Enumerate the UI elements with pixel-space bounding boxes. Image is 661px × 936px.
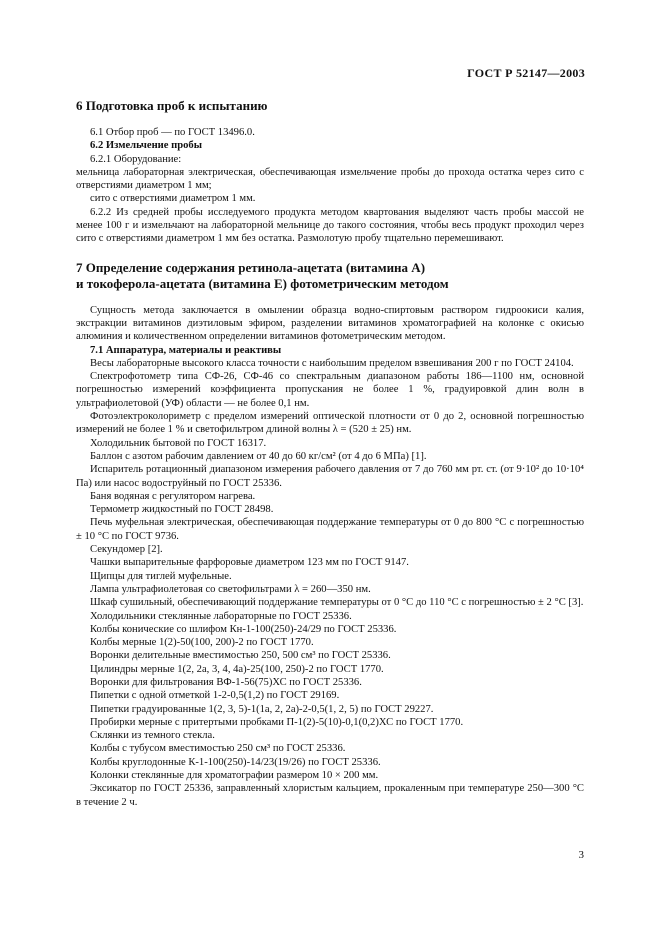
list-item: Склянки из темного стекла. bbox=[90, 730, 215, 742]
list-item: Колбы круглодонные К-1-100(250)-14/23(19/26) по ГОСТ 25336. bbox=[90, 756, 381, 768]
list-item: Щипцы для тиглей муфельные. bbox=[90, 570, 232, 582]
paragraph-mill: мельница лабораторная электрическая, обеспечивающая измельчение пробы до прохода остатка через сито с отверстиями диаметром 1 мм; bbox=[76, 166, 584, 192]
list-item: Спектрофотометр типа СФ-26, СФ-46 со спектральным диапазоном работы 186—1100 нм, основной погрешностью измерений коэффициента пропускания не более 1 %, градуировкой длин волн в ультрафиолетовой (УФ) области — не более 0,1 нм. bbox=[76, 371, 584, 409]
list-item: Баллон с азотом рабочим давлением от 40 до 60 кг/см² (от 4 до 6 МПа) [1]. bbox=[90, 450, 427, 462]
list-item: Воронки делительные вместимостью 250, 500 см³ по ГОСТ 25336. bbox=[90, 650, 391, 662]
list-item: Фотоэлектроколориметр с пределом измерений оптической плотности от 0 до 2, основной погрешностью измерений не более 1 % и светофильтром длиной волны λ = (520 ± 25) нм. bbox=[76, 411, 584, 436]
section-7-title-line1: 7 Определение содержания ретинола-ацетата (витамина А) bbox=[76, 259, 426, 275]
section-7-title bbox=[76, 260, 584, 292]
list-item: Секундомер [2]. bbox=[90, 544, 163, 556]
list-item: Пипетки с одной отметкой 1-2-0,5(1,2) по ГОСТ 29169. bbox=[90, 690, 340, 702]
list-item: Холодильник бытовой по ГОСТ 16317. bbox=[90, 437, 267, 449]
standard-header: ГОСТ Р 52147—2003 bbox=[467, 66, 585, 80]
list-item: Чашки выпарительные фарфоровые диаметром 123 мм по ГОСТ 9147. bbox=[90, 557, 409, 569]
list-item: Воронки для фильтрования ВФ-1-56(75)ХС по ГОСТ 25336. bbox=[90, 676, 362, 688]
list-item: Весы лабораторные высокого класса точности с наибольшим пределом взвешивания 200 г по ГОСТ 24104. bbox=[90, 357, 574, 369]
paragraph-6-2-1: 6.2.1 Оборудование: bbox=[90, 153, 182, 165]
section-6-title: 6 Подготовка проб к испытанию bbox=[76, 98, 268, 113]
page-number: 3 bbox=[578, 849, 584, 861]
list-item: Шкаф сушильный, обеспечивающий поддержание температуры от 0 °С до 110 °С с погрешностью ± 2 °С [3]. bbox=[90, 597, 584, 609]
list-item: Колбы мерные 1(2)-50(100, 200)-2 по ГОСТ 1770. bbox=[90, 637, 314, 649]
list-item: Эксикатор по ГОСТ 25336, заправленный хлористым кальцием, прокаленным при температуре 250—300 °С в течение 2 ч. bbox=[76, 783, 584, 808]
list-item: Пробирки мерные с притертыми пробками П-1(2)-5(10)-0,1(0,2)ХС по ГОСТ 1770. bbox=[90, 716, 464, 728]
list-item: Термометр жидкостный по ГОСТ 28498. bbox=[90, 504, 274, 516]
list-item: Холодильники стеклянные лабораторные по ГОСТ 25336. bbox=[90, 610, 352, 622]
document-body bbox=[76, 92, 584, 809]
list-item: Испаритель ротационный диапазоном измерения рабочего давления от 7 до 760 мм рт. ст. (от 9·10² до 10·10⁴ Па) или насос водоструйный по ГОСТ 25336. bbox=[76, 464, 584, 489]
subsection-7-1-title: 7.1 Аппаратура, материалы и реактивы bbox=[90, 344, 282, 356]
list-item: Колбы с тубусом вместимостью 250 см³ по ГОСТ 25336. bbox=[90, 743, 346, 755]
list-item: Баня водяная с регулятором нагрева. bbox=[90, 490, 256, 502]
section-7-intro: Сущность метода заключается в омылении образца водно-спиртовым раствором гидроокиси калия, экстракции витаминов диэтиловым эфиром, разделении витаминов хроматографией на колонке с окисью алюминия и количественном определении витаминов фотометрическим методом. bbox=[76, 304, 584, 343]
subsection-6-2-title: 6.2 Измельчение пробы bbox=[90, 140, 202, 152]
list-item: Цилиндры мерные 1(2, 2а, 3, 4, 4а)-25(100, 250)-2 по ГОСТ 1770. bbox=[90, 663, 384, 675]
paragraph-sieve: сито с отверстиями диаметром 1 мм. bbox=[90, 193, 256, 205]
list-item: Колонки стеклянные для хроматографии размером 10 × 200 мм. bbox=[90, 770, 379, 782]
list-item: Колбы конические со шлифом Кн-1-100(250)-24/29 по ГОСТ 25336. bbox=[90, 623, 397, 635]
list-item: Пипетки градуированные 1(2, 3, 5)-1(1а, 2, 2а)-2-0,5(1, 2, 5) по ГОСТ 29227. bbox=[90, 703, 434, 715]
section-7-title-line2: и токоферола-ацетата (витамина Е) фотометрическим методом bbox=[76, 275, 449, 291]
list-item: Лампа ультрафиолетовая со светофильтрами λ = 260—350 нм. bbox=[90, 583, 371, 595]
paragraph-6-1: 6.1 Отбор проб — по ГОСТ 13496.0. bbox=[90, 127, 255, 138]
list-item: Печь муфельная электрическая, обеспечивающая поддержание температуры от 0 до 800 °С с погрешностью ± 10 °С по ГОСТ 9736. bbox=[76, 517, 584, 542]
equipment-list bbox=[76, 357, 584, 809]
paragraph-6-2-2: 6.2.2 Из средней пробы исследуемого продукта методом квартования выделяют часть пробы массой не менее 100 г и измельчают на лабораторной мельнице до такого состояния, чтобы весь продукт проходил через сито с отверстиями диаметром 1 мм без остатка. Размолотую пробу тщательно перемешивают. bbox=[76, 206, 584, 245]
